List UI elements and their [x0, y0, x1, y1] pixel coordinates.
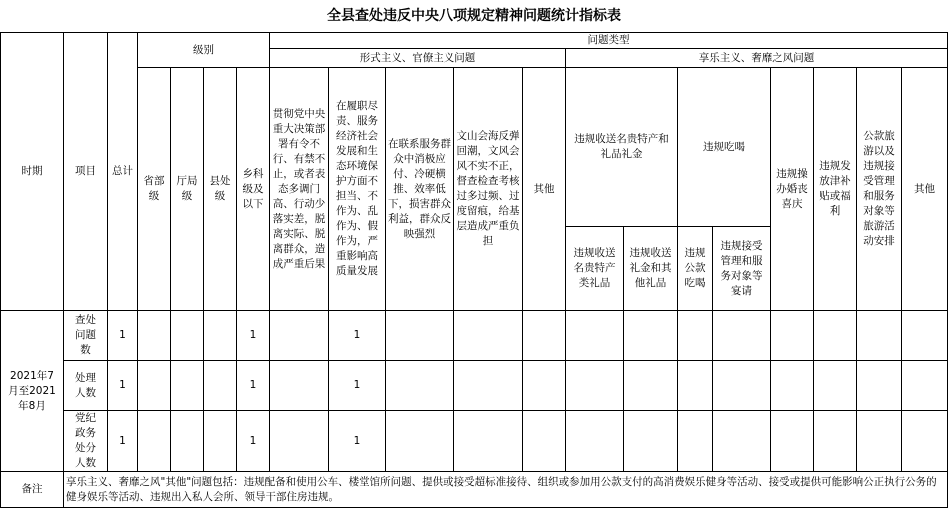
level-province-header: 省部级 [138, 68, 171, 311]
formalism-f3-header: 在联系服务群众中消极应付、冷硬横推、效率低下，损害群众利益，群众反映强烈 [386, 68, 454, 311]
level-county-header: 县处级 [204, 68, 237, 311]
f2-value: 1 [329, 411, 386, 472]
hedonism-subsidy-header: 违规发放津补贴或福利 [814, 68, 857, 311]
hedonism-eat-a-header: 违规公款吃喝 [678, 227, 713, 311]
note-row [1, 472, 948, 508]
township-value: 1 [237, 411, 270, 472]
f2-value: 1 [329, 311, 386, 361]
row-label: 查处问题数 [64, 311, 108, 361]
hedonism-wedding-header: 违规操办婚丧喜庆 [771, 68, 814, 311]
total-header: 总计 [108, 33, 138, 311]
township-value: 1 [237, 311, 270, 361]
hedonism-gift-a-header: 违规收送名贵特产类礼品 [566, 227, 624, 311]
hedonism-travel-header: 公款旅游以及违规接受管理和服务对象等旅游活动安排 [857, 68, 902, 311]
total-value: 1 [108, 361, 138, 411]
formalism-other-header: 其他 [523, 68, 566, 311]
formalism-header: 形式主义、官僚主义问题 [270, 49, 566, 68]
formalism-f2-header: 在履职尽责、服务经济社会发展和生态环境保护方面不担当、不作为、乱作为、假作为，严重影响高质量发展 [329, 68, 386, 311]
level-bureau-header: 厅局级 [171, 68, 204, 311]
period-header: 时期 [1, 33, 64, 311]
f2-value: 1 [329, 361, 386, 411]
hedonism-eat-header: 违规吃喝 [678, 68, 771, 227]
total-value: 1 [108, 311, 138, 361]
table-row [1, 411, 948, 472]
note-label: 备注 [1, 472, 64, 508]
hedonism-gift-header: 违规收送名贵特产和礼品礼金 [566, 68, 678, 227]
level-township-header: 乡科级及以下 [237, 68, 270, 311]
hedonism-eat-b-header: 违规接受管理和服务对象等宴请 [713, 227, 771, 311]
total-value: 1 [108, 411, 138, 472]
statistics-table [0, 32, 948, 508]
hedonism-header: 享乐主义、奢靡之风问题 [566, 49, 948, 68]
row-label: 党纪政务处分人数 [64, 411, 108, 472]
period-cell: 2021年7月至2021年8月 [1, 311, 64, 472]
note-text: 享乐主义、奢靡之风"其他"问题包括：违规配备和使用公车、楼堂馆所问题、提供或接受超标准接待、组织或参加用公款支付的高消费娱乐健身等活动、接受或提供可能影响公正执行公务的健身娱乐等活动、违规出入私人会所、领导干部住房违规。 [64, 472, 948, 508]
table-row [1, 311, 948, 361]
table-title: 全县查处违反中央八项规定精神问题统计指标表 [327, 8, 621, 24]
formalism-f1-header: 贯彻党中央重大决策部署有令不行、有禁不止，或者表态多调门高、行动少落实差，脱离实际、脱离群众，造成严重后果 [270, 68, 329, 311]
row-label: 处理人数 [64, 361, 108, 411]
problem-type-header: 问题类型 [270, 33, 948, 49]
level-header: 级别 [138, 33, 270, 68]
hedonism-other-header: 其他 [902, 68, 948, 311]
item-header: 项目 [64, 33, 108, 311]
table-row [1, 361, 948, 411]
formalism-f4-header: 文山会海反弹回潮，文风会风不实不正，督查检查考核过多过频、过度留痕，给基层造成严重负担 [454, 68, 523, 311]
hedonism-gift-b-header: 违规收送礼金和其他礼品 [624, 227, 678, 311]
township-value: 1 [237, 361, 270, 411]
